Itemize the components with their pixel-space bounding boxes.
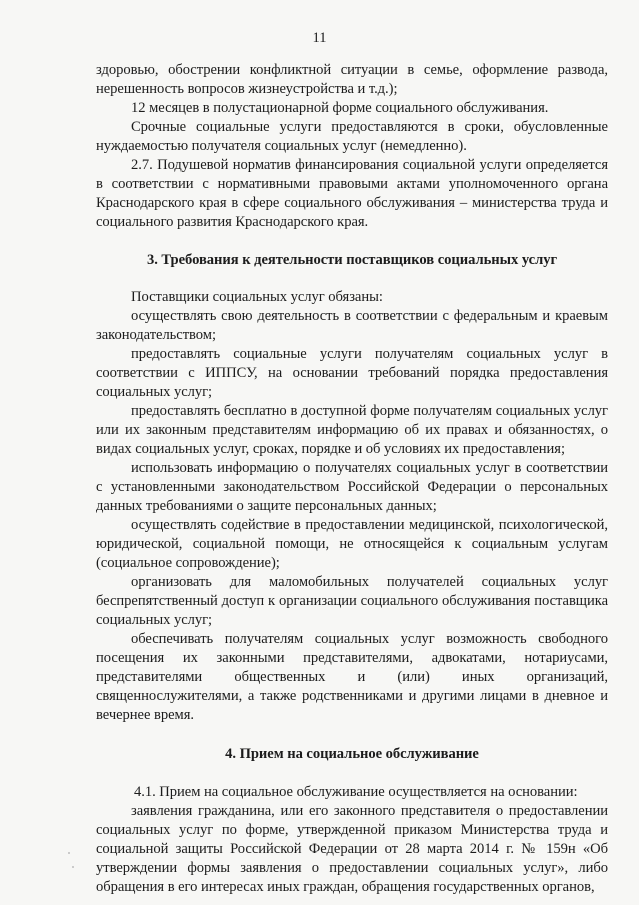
section-3-heading: 3. Требования к деятельности поставщиков социальных услуг: [146, 252, 558, 268]
paragraph: здоровью, обострении конфликтной ситуации в семье, оформление развода, нерешенность вопросов жизнеустройства и т.д.);: [96, 62, 608, 97]
scan-speck: [72, 866, 74, 868]
list-item: осуществлять свою деятельность в соответствии с федеральным и краевым законодательством;: [96, 308, 608, 343]
scan-speck: [68, 852, 70, 854]
list-item: организовать для маломобильных получателей социальных услуг беспрепятственный доступ к организации социального обслуживания поставщика социальных услуг;: [96, 574, 608, 628]
list-item: осуществлять содействие в предоставлении медицинской, психологической, юридической, социальной помощи, не относящейся к социальным услугам (социальное сопровождение);: [96, 517, 608, 571]
page-number: 11: [312, 30, 327, 46]
paragraph: 2.7. Подушевой норматив финансирования социальной услуги определяется в соответствии с нормативными правовыми актами уполномоченного органа Краснодарского края в сфере социального обслуживания – министерства труда и социального развития Краснодарского края.: [96, 157, 608, 230]
paragraph: заявления гражданина, или его законного представителя о предоставлении социальных услуг по форме, утвержденной приказом Министерства труда и социальной защиты Российской Федерации от 28 марта 2014 г. № 159н «Об утверждении формы заявления о предоставлении социальных услуг», либо обращения в его интересах иных граждан, обращения государственных органов,: [96, 803, 608, 895]
paragraph: Срочные социальные услуги предоставляются в сроки, обусловленные нуждаемостью получателя социальных услуг (немедленно).: [96, 119, 608, 154]
section-4-heading: 4. Прием на социальное обслуживание: [225, 746, 479, 762]
list-item: обеспечивать получателям социальных услуг возможность свободного посещения их законными представителями, адвокатами, нотариусами, представителями общественных и (или) иных организаций, священнослужителями, а также родственниками и другими лицами в дневное и вечернее время.: [96, 631, 608, 723]
list-item: использовать информацию о получателях социальных услуг в соответствии с установленными законодательством Российской Федерации о персональных данных требованиями о защите персональных данных;: [96, 460, 608, 514]
list-item: предоставлять бесплатно в доступной форме получателям социальных услуг или их законным представителям информацию об их правах и обязанностях, о видах социальных услуг, сроках, порядке и об условиях их предоставления;: [96, 403, 608, 457]
list-item: предоставлять социальные услуги получателям социальных услуг в соответствии с ИППСУ, на основании требований порядка предоставления социальных услуг;: [96, 346, 608, 400]
document-body: [96, 61, 608, 897]
paragraph: 12 месяцев в полустационарной форме социального обслуживания.: [131, 100, 549, 116]
section-3-intro: Поставщики социальных услуг обязаны:: [131, 289, 383, 305]
paragraph: 4.1. Прием на социальное обслуживание осуществляется на основании:: [134, 784, 578, 800]
